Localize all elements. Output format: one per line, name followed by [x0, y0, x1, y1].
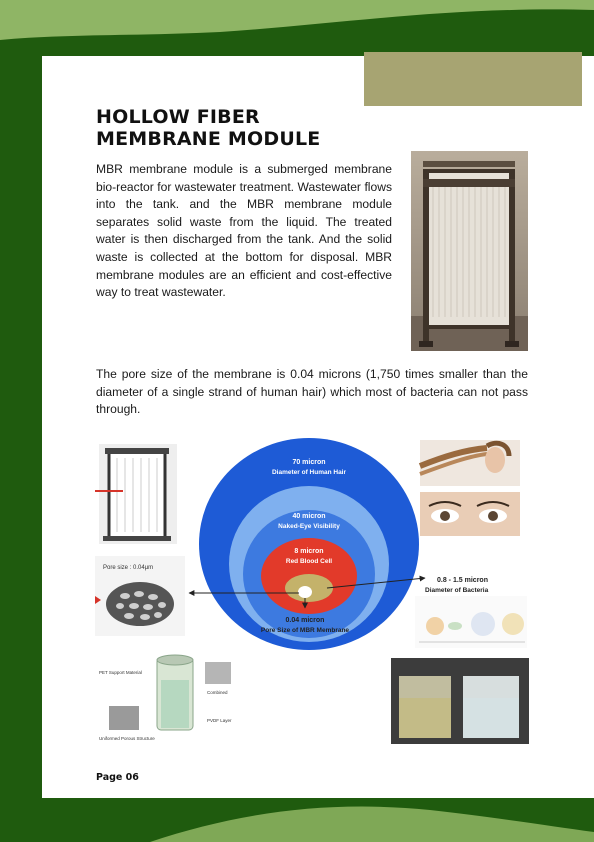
bacteria-desc-label: Diameter of Bacteria: [425, 587, 489, 594]
module-illustration: [95, 444, 177, 544]
intro-paragraph: MBR membrane module is a submerged membrane bio-reactor for wastewater treatment. Wastewater flows into the tank. and the MBR membrane module separates solid waste from the liquid. The treated water is then discharged from the tank. And the solid waste is collected at the bottom for disposal. MBR membrane modules are an efficient and cost-effective way to treat wastewater.: [96, 162, 392, 300]
hair-photo: [420, 440, 520, 486]
pore-callout-label: Pore size : 0.04μm: [103, 565, 154, 571]
pore-size-paragraph: The pore size of the membrane is 0.04 microns (1,750 times smaller than the diameter of a single strand of human hair) which most of bacteria can not pass through.: [96, 367, 528, 417]
layer-combined-label: Combined: [207, 690, 228, 695]
membrane-layer-diagram: [95, 652, 245, 744]
circle-pore: [298, 586, 312, 598]
eye-photo: [420, 492, 520, 536]
eye-desc-label: Naked-Eye Visibility: [278, 523, 340, 530]
bacteria-size-label: 0.8 - 1.5 micron: [437, 577, 488, 584]
hair-size-label: 70 micron: [292, 459, 326, 466]
title-line-1: HOLLOW FIBER: [96, 106, 260, 128]
hair-desc-label: Diameter of Human Hair: [271, 469, 347, 476]
layer-uniform-label: Uniformed Porous Structure: [99, 736, 155, 741]
pore-desc-label: Pore Size of MBR Membrane: [260, 627, 350, 634]
membrane-module-photo: [411, 151, 528, 351]
title-line-2: MEMBRANE MODULE: [96, 128, 321, 150]
water-beakers-photo: [391, 658, 529, 744]
pore-closeup: [95, 556, 185, 636]
pore-size-label: 0.04 micron: [285, 617, 325, 624]
eye-size-label: 40 micron: [292, 513, 326, 520]
layer-pvdf-label: PVDF Layer: [207, 718, 232, 723]
membrane-pore-infographic: [95, 436, 530, 748]
header-accent-box: [364, 52, 582, 106]
page-title: [96, 106, 396, 150]
page-number: Page 06: [96, 772, 139, 783]
layer-pet-label: PET Support Material: [99, 670, 142, 675]
blood-size-label: 8 micron: [294, 548, 324, 555]
blood-desc-label: Red Blood Cell: [285, 558, 333, 565]
bacteria-samples: [415, 596, 527, 648]
